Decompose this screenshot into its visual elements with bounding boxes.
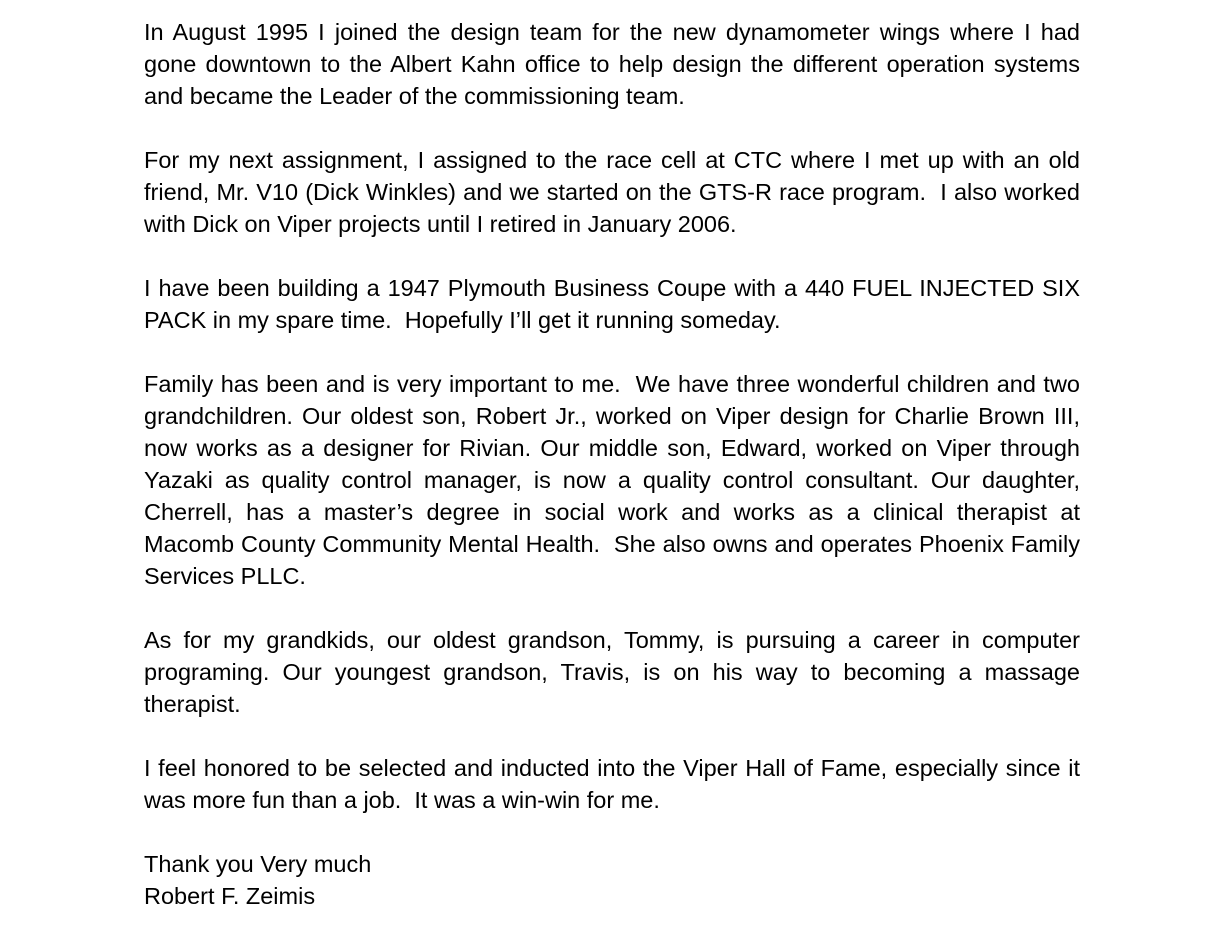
paragraph-race-cell-assignment: For my next assignment, I assigned to the race cell at CTC where I met up with an old friend, Mr. V10 (Dick Winkles) and we started on the GTS-R race program. I also worked with Dick on Viper projects until I retired in January 2006. xyxy=(144,147,1087,237)
letter-closing-block xyxy=(144,848,1080,912)
signature-name: Robert F. Zeimis xyxy=(144,883,316,909)
paragraph-grandkids: As for my grandkids, our oldest grandson, Tommy, is pursuing a career in computer programing. Our youngest grandson, Travis, is on his way to becoming a massage therapist. xyxy=(144,627,1087,717)
paragraph-family: Family has been and is very important to me. We have three wonderful children and two grandchildren. Our oldest son, Robert Jr., worked on Viper design for Charlie Brown III, now works as a designer for Rivian. Our middle son, Edward, worked on Viper through Yazaki as quality control manager, is now a quality control consultant. Our daughter, Cherrell, has a master’s degree in social work and works as a clinical therapist at Macomb County Community Mental Health. She also owns and operates Phoenix Family Services PLLC. xyxy=(144,371,1087,589)
closing-phrase: Thank you Very much xyxy=(144,851,372,877)
paragraph-hall-of-fame: I feel honored to be selected and inducted into the Viper Hall of Fame, especially since it was more fun than a job. It was a win-win for me. xyxy=(144,755,1087,813)
paragraph-dynamometer-wings: In August 1995 I joined the design team for the new dynamometer wings where I had gone downtown to the Albert Kahn office to help design the different operation systems and became the Leader of the commissioning team. xyxy=(144,19,1087,109)
paragraph-plymouth-coupe: I have been building a 1947 Plymouth Business Coupe with a 440 FUEL INJECTED SIX PACK in my spare time. Hopefully I’ll get it running someday. xyxy=(144,275,1087,333)
letter-page xyxy=(144,16,1087,912)
